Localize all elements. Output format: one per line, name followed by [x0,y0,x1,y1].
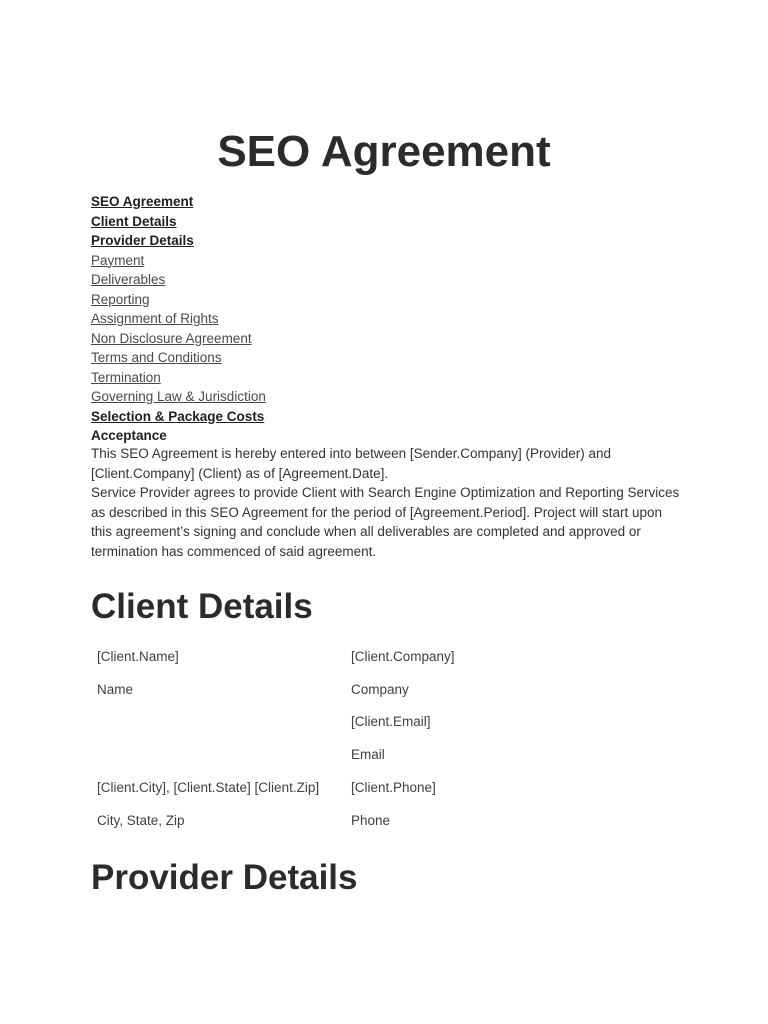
toc-link-governing-law[interactable]: Governing Law & Jurisdiction [91,389,266,404]
toc-link-provider-details[interactable]: Provider Details [91,233,194,248]
intro-paragraph-2: Service Provider agrees to provide Client with Search Engine Optimization and Reporting Services as described in this SEO Agreement for the period of [Agreement.Period]. Project will start upon this agreement’s signing and conclude when all deliverables are completed and approved or termination has commenced of said agreement. [91,485,680,559]
toc-link-non-disclosure-agreement[interactable]: Non Disclosure Agreement [91,330,252,346]
client-name-value: [Client.Name] [97,648,179,664]
toc-link-payment[interactable]: Payment [91,252,145,268]
table-row [91,673,651,706]
table-row [91,640,651,673]
client-email-label: Email [351,747,385,763]
toc-link-deliverables[interactable]: Deliverables [91,272,166,287]
client-company-value: [Client.Company] [351,648,455,664]
provider-details-heading: Provider Details [91,858,358,897]
toc-link-terms-and-conditions[interactable]: Terms and Conditions [91,350,222,365]
intro-section [91,444,681,561]
toc-link-acceptance[interactable]: Acceptance [91,428,167,443]
client-phone-label: Phone [351,812,391,828]
toc-link-reporting[interactable]: Reporting [91,291,150,307]
toc-link-seo-agreement[interactable]: SEO Agreement [91,194,194,209]
client-email-value: [Client.Email] [351,714,431,730]
client-details-heading: Client Details [91,587,313,626]
toc-link-client-details[interactable]: Client Details [91,213,177,229]
client-phone-value: [Client.Phone] [351,780,436,796]
toc-link-selection-package-costs[interactable]: Selection & Package Costs [91,408,265,424]
client-company-label: Company [351,681,409,697]
toc-link-termination[interactable]: Termination [91,369,161,385]
table-of-contents [91,192,691,446]
table-row [91,738,651,771]
client-details-table [91,640,651,837]
table-row [91,804,651,837]
client-location-label: City, State, Zip [97,812,185,828]
document-title: SEO Agreement [217,127,551,176]
client-location-value: [Client.City], [Client.State] [Client.Zip] [97,780,320,796]
client-name-label: Name [97,681,134,697]
empty-cell [91,706,345,739]
intro-paragraph-1: This SEO Agreement is hereby entered into between [Sender.Company] (Provider) and [Client.Company] (Client) as of [Agreement.Date]. [91,446,612,481]
toc-link-assignment-of-rights[interactable]: Assignment of Rights [91,311,219,326]
table-row [91,771,651,804]
table-row [91,706,651,739]
empty-cell [91,738,345,771]
